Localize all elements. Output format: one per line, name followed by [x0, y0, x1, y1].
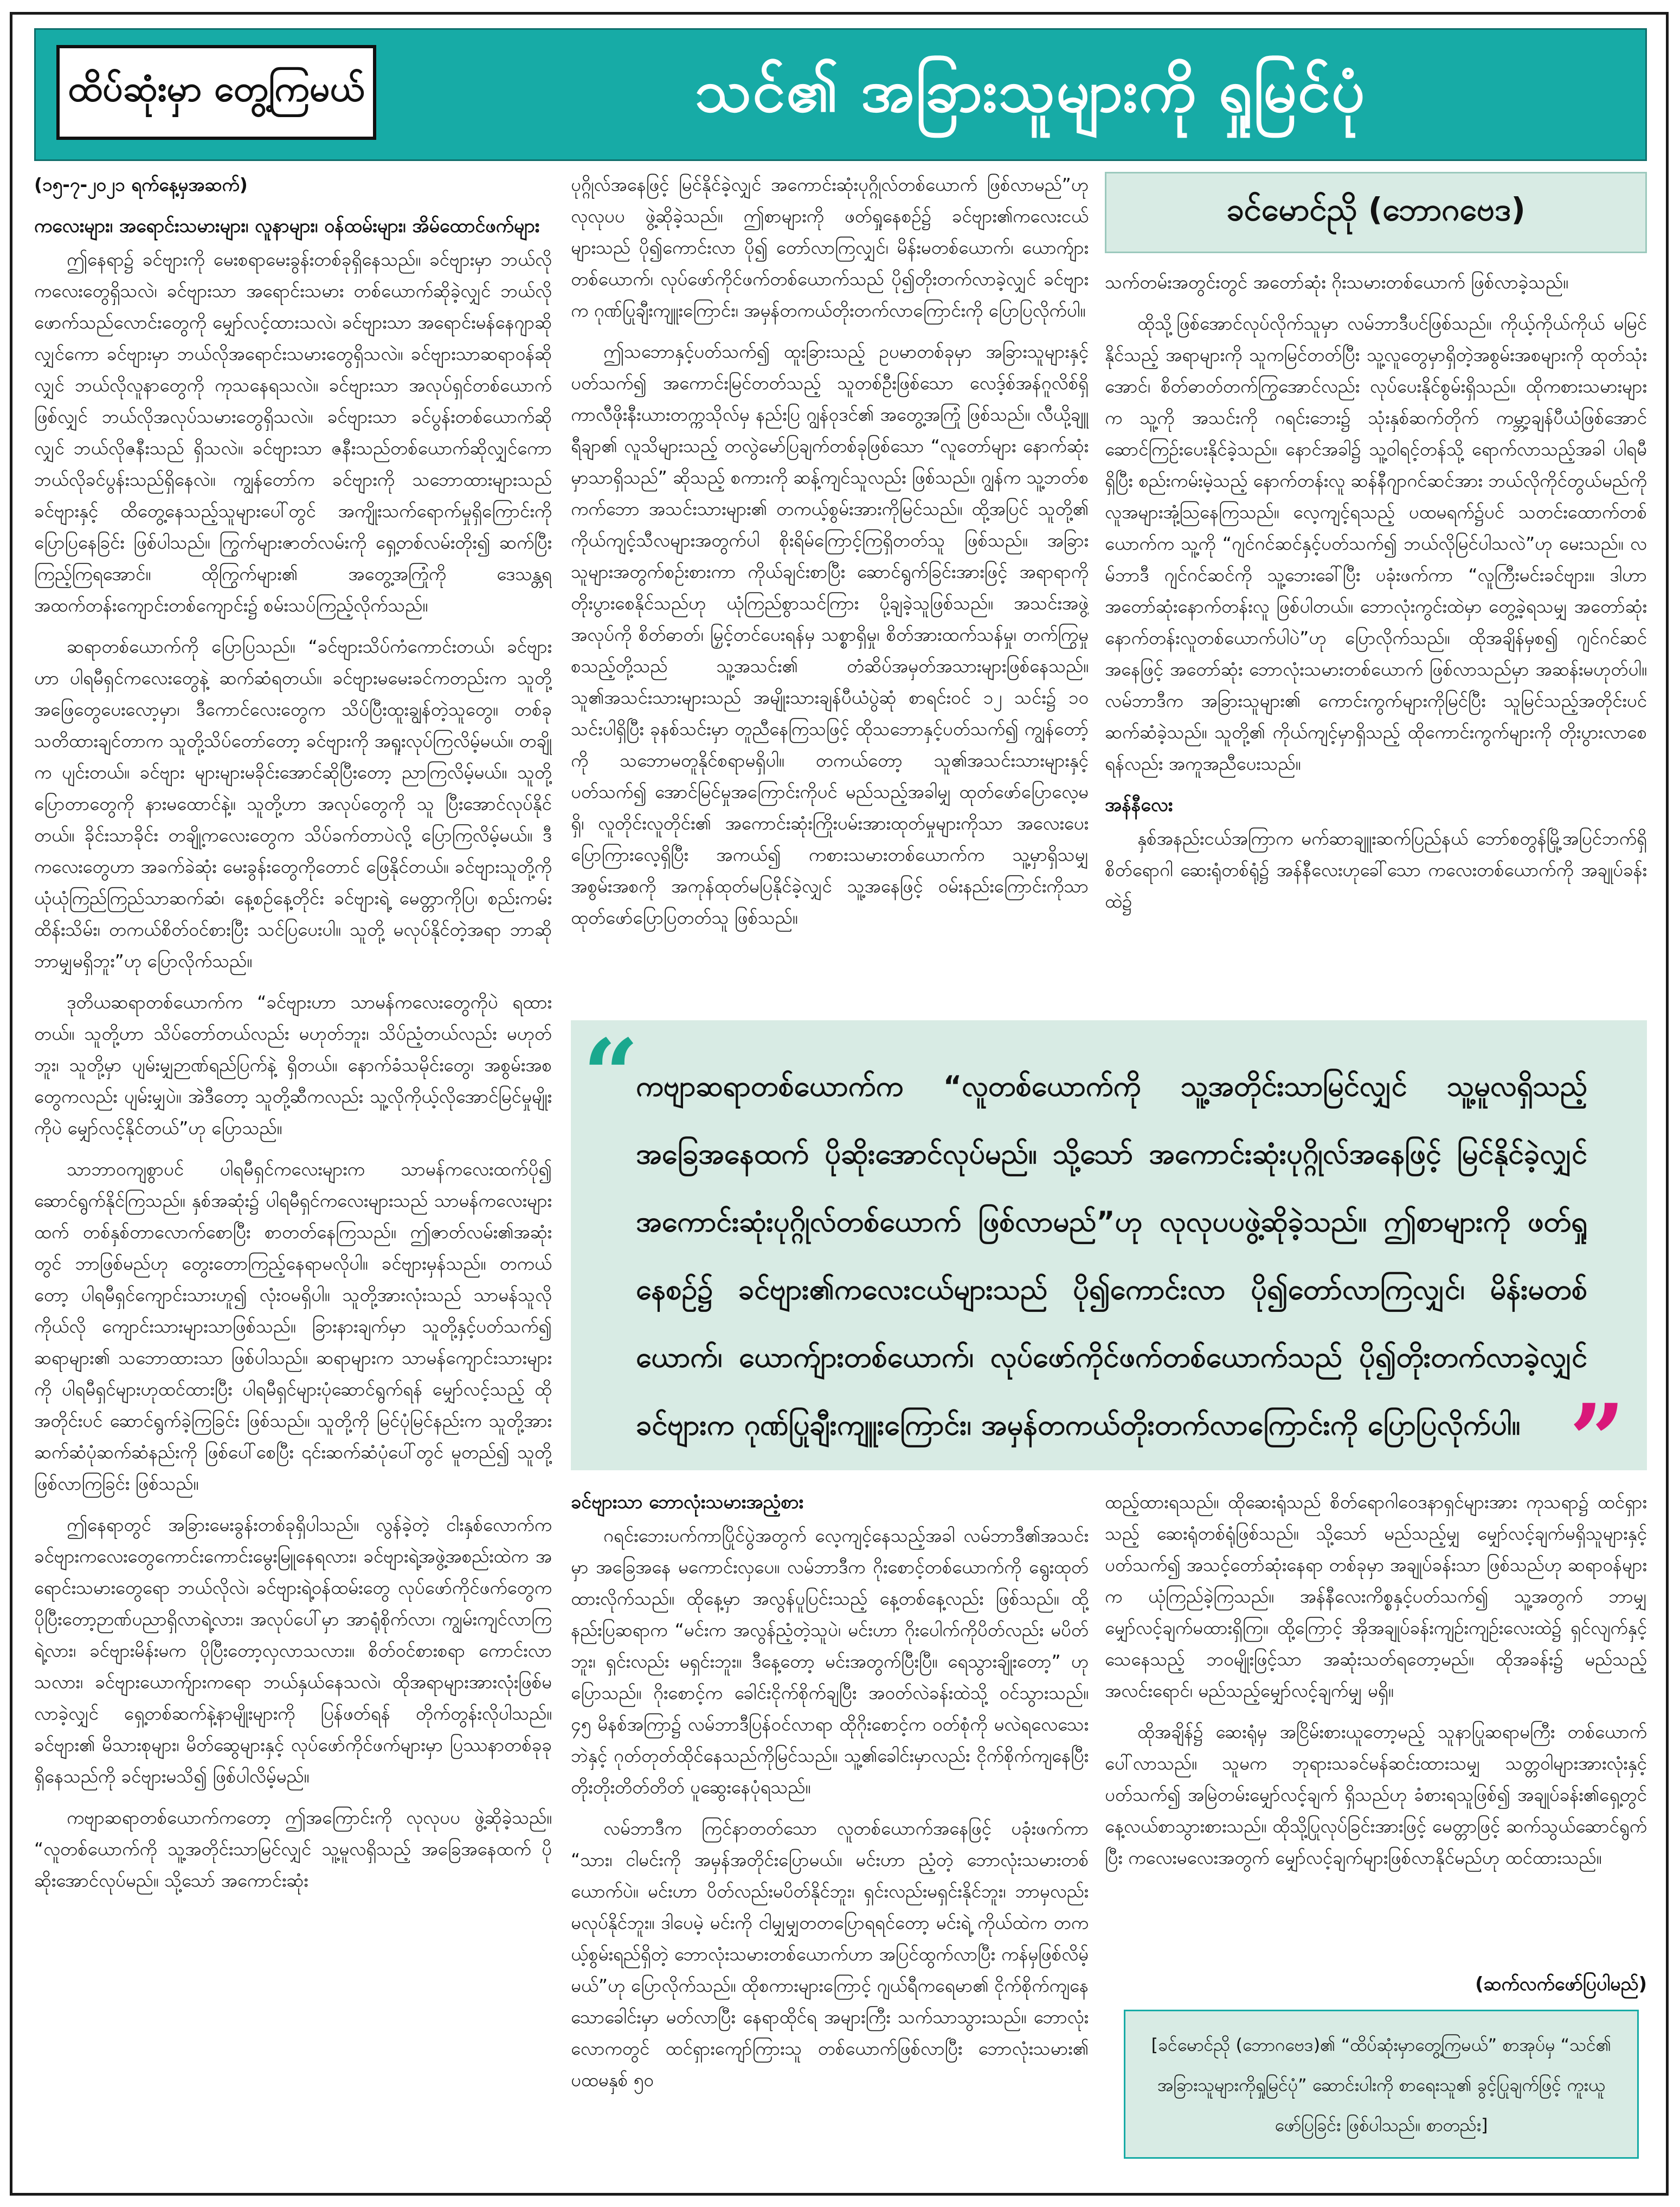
paragraph: ဤနေရာတွင် အခြားမေးခွန်းတစ်ခုရှိပါသည်။ လွန်ခဲ့တဲ့ ငါးနှစ်လောက်က ခင်ဗျားကလေးတွေကောင်းကောင်းမွေးမြူနေရလား၊ ခင်ဗျားရဲ့အဖွဲ့အစည်းထဲက အရောင်းသမားတွေရော ဘယ်လိုလဲ၊ ခင်ဗျားရဲ့ဝန်ထမ်းတွေ လုပ်ဖော်ကိုင်ဖက်တွေက ပိုပြီးတော့ဉာဏ်ပညာရှိလာရဲ့လား၊ အလုပ်ပေါ်မှာ အာရုံစိုက်လာ၊ ကျွမ်းကျင်လာကြရဲ့လား၊ ခင်ဗျားမိန်းမက ပိုပြီးတော့လှလာသလား။ စိတ်ဝင်စားစရာ ကောင်းလာသလား၊ ခင်ဗျားယောက်ျားကရော ဘယ်နှယ်နေသလဲ၊ ထိုအရာများအားလုံးဖြစ်မလာခဲ့လျှင် ရှေ့တစ်ဆက်နဲ့နာမျိုးများကို ပြန်ဖတ်ရန် တိုက်တွန်းလိုပါသည်။ ခင်ဗျား၏ မိသားစုများ၊ မိတ်ဆွေများနှင့် လုပ်ဖော်ကိုင်ဖက်များမှာ ပြဿနာတစ်ခုခု ရှိနေသည်ကို ခင်ဗျားမသိ၍ ဖြစ်ပါလိမ့်မည်။ — [34, 1514, 552, 1787]
paragraph: သက်တမ်းအတွင်းတွင် အတော်ဆုံး ဂိုးသမားတစ်ယောက် ဖြစ်လာခဲ့သည်။ — [1105, 272, 1569, 293]
close-quote-icon: ” — [1569, 1383, 1625, 1497]
article-title: သင်၏ အခြားသူများကို ရှုမြင်ပုံ — [694, 57, 1366, 125]
column-3-lower — [1105, 1487, 1647, 1991]
column-tag: ထိပ်ဆုံးမှာ တွေ့ကြမယ် — [56, 45, 376, 140]
paragraph: ထည့်ထားရသည်။ ထိုဆေးရုံသည် စိတ်ရောဂါဝေဒနာရှင်များအား ကုသရာ၌ ထင်ရှားသည့် ဆေးရုံတစ်ရုံဖြစ်သည်။ သို့သော် မည်သည့်မျှ မျှော်လင့်ချက်မရှိသူများနှင့်ပတ်သက်၍ အသင့်တော်ဆုံးနေရာ တစ်ခုမှာ အချုပ်ခန်းသာ ဖြစ်သည်ဟု ဆရာဝန်များက ယုံကြည်ခဲ့ကြသည်။ အန်နီလေးကိစ္စနှင့်ပတ်သက်၍ သူ့အတွက် ဘာမျှမျှော်လင့်ချက်မထားရှိကြ။ ထို့ကြောင့် အိုအချုပ်ခန်းကျဉ်းကျဉ်းလေးထဲ၌ ရှင်လျက်နှင့်သေနေသည့် ဘဝမျိုးဖြင့်သာ အဆုံးသတ်ရတော့မည်။ ထိုအခန်း၌ မည်သည့်အလင်းရောင်၊ မည်သည့်မျှော်လင့်ချက်မျှ မရှိ။ — [1105, 1491, 1647, 1701]
section-heading-annie: အန်နီလေး — [1105, 794, 1173, 816]
dateline: (၁၅-၇-၂၀၂၁ ရက်နေ့မှအဆက်) — [34, 174, 248, 195]
pull-quote — [571, 1018, 1647, 1497]
column-2 — [571, 169, 1089, 1009]
paragraph: ဤနေရာ၌ ခင်ဗျားကို မေးစရာမေးခွန်းတစ်ခုရှိနေသည်။ ခင်ဗျားမှာ ဘယ်လိုကလေးတွေရှိသလဲ၊ ခင်ဗျားသာ အရောင်းသမား တစ်ယောက်ဆိုခဲ့လျှင် ဘယ်လိုဖောက်သည်လောင်းတွေကို မျှော်လင့်ထားသလဲ၊ ခင်ဗျားသာ အရောင်းမန်နေဂျာဆိုလျှင်ကော ခင်ဗျားမှာ ဘယ်လိုအရောင်းသမားတွေရှိသလဲ။ ခင်ဗျားသာဆရာဝန်ဆိုလျှင် ဘယ်လိုလူနာတွေကို ကုသနေရသလဲ။ ခင်ဗျားသာ အလုပ်ရှင်တစ်ယောက်ဖြစ်လျှင် ဘယ်လိုအလုပ်သမားတွေရှိသလဲ။ ခင်ဗျားသာ ခင်ပွန်းတစ်ယောက်ဆိုလျှင် ဘယ်လိုဇနီးသည် ရှိသလဲ။ ခင်ဗျားသာ ဇနီးသည်တစ်ယောက်ဆိုလျှင်ကော ဘယ်လိုခင်ပွန်းသည်ရှိနေလဲ။ ကျွန်တော်က ခင်ဗျားကို သဘောထားများသည် ခင်ဗျားနှင့် ထိတွေ့နေသည့်သူများပေါ်တွင် အကျိုးသက်ရောက်မှုရှိကြောင်းကို ပြောပြနေခြင်း ဖြစ်ပါသည်။ ကြွက်များဇာတ်လမ်းကို ရှေ့တစ်လမ်းတိုး၍ ဆက်ပြီးကြည့်ကြရအောင်။ ထိုကြွက်များ၏ အတွေ့အကြုံကို ဒေသန္တရ အထက်တန်းကျောင်းတစ်ကျောင်း၌ စမ်းသပ်ကြည့်လိုက်သည်။ — [34, 249, 552, 616]
paragraph: သာဘာဝကျစွာပင် ပါရမီရှင်ကလေးများက သာမန်ကလေးထက်ပို၍ ဆောင်ရွက်နိုင်ကြသည်။ နှစ်အဆုံး၌ ပါရမီရှင်ကလေးများသည် သာမန်ကလေးများထက် တစ်နှစ်တာလောက်စောပြီး စာတတ်နေကြသည်။ ဤဇာတ်လမ်း၏အဆုံးတွင် ဘာဖြစ်မည်ဟု တွေးတောကြည့်နေရာမလိုပါ။ ခင်ဗျားမှန်သည်။ တကယ်တော့ ပါရမီရှင်ကျောင်းသားဟူ၍ လုံးဝမရှိပါ။ သူတို့အားလုံးသည် သာမန်သူလိုကိုယ်လို ကျောင်းသားများသာဖြစ်သည်။ ခြားနားချက်မှာ သူတို့နှင့်ပတ်သက်၍ ဆရာများ၏ သဘောထားသာ ဖြစ်ပါသည်။ ဆရာများက သာမန်ကျောင်းသားများကို ပါရမီရှင်များဟုထင်ထားပြီး ပါရမီရှင်များပုံဆောင်ရွက်ရန် မျှော်လင့်သည့် ထိုအတိုင်းပင် ဆောင်ရွက်ခဲ့ကြခြင်း ဖြစ်သည်။ သူတို့ကို မြင်ပုံမြင်နည်းက သူတို့အား ဆက်ဆံပုံဆက်ဆံနည်းကို ဖြစ်ပေါ်စေပြီး ၎င်းဆက်ဆံပုံပေါ်တွင် မူတည်၍ သူတို့ဖြစ်လာကြခြင်း ဖြစ်သည်။ — [34, 1159, 552, 1494]
credit-box: [ခင်မောင်ညို (ဘောဂဗေဒ)၏ “ထိပ်ဆုံးမှာတွေ့ကြမယ်” စာအုပ်မှ “သင်၏ အခြားသူများကိုရှုမြင်ပုံ” ဆောင်းပါးကို စာရေးသူ၏ ခွင့်ပြုချက်ဖြင့် ကူးယူဖော်ပြခြင်း ဖြစ်ပါသည်။ စာတည်း] — [1124, 2010, 1639, 2159]
column-1 — [34, 169, 552, 2159]
section-heading-children: ကလေးများ၊ အရောင်းသမားများ၊ လူနာများ၊ ဝန်ထမ်းများ၊ အိမ်ထောင်ဖက်များ — [34, 215, 540, 237]
magazine-page — [10, 12, 1669, 2196]
paragraph: ဂရင်းဘေးပက်ကာပြိုင်ပွဲအတွက် လေ့ကျင့်နေသည့်အခါ လမ်ဘာဒီ၏အသင်းမှာ အခြေအနေ မကောင်းလှပေ။ လမ်ဘာဒီက ဂိုးစောင့်တစ်ယောက်ကို ရွေးထုတ်ထားလိုက်သည်။ ထိုနေ့မှာ အလွန်ပူပြင်းသည့် နေ့တစ်နေ့လည်း ဖြစ်သည်။ ထို့နည်းပြဆရာက “မင်းက အလွန်ညံ့တဲ့သူပဲ၊ မင်းဟာ ဂိုးပေါက်ကိုပိတ်လည်း မပိတ်ဘူး၊ ရှင်းလည်း မရှင်းဘူး။ ဒီနေ့တော့ မင်းအတွက်ပြီးပြီ။ ရေသွားချိုးတော့” ဟု ပြောသည်။ ဂိုးစောင့်က ခေါင်းငိုက်စိုက်ချပြီး အဝတ်လဲခန်းထဲသို့ ဝင်သွားသည်။ ၄၅ မိနစ်အကြာ၌ လမ်ဘာဒီပြန်ဝင်လာရာ ထိုဂိုးစောင့်က ဝတ်စုံကို မလဲရလေသေးဘဲနှင့် ဂုတ်တုတ်ထိုင်နေသည်ကိုမြင်သည်။ သူ့၏ခေါင်းမှာလည်း ငိုက်စိုက်ကျနေပြီး တိုးတိုးတိတ်တိတ် ပူဆွေးနေပုံရသည်။ — [571, 1525, 1089, 1798]
column-2-lower — [571, 1487, 1089, 2159]
paragraph: လမ်ဘာဒီက ကြင်နာတတ်သော လူတစ်ယောက်အနေဖြင့် ပခုံးဖက်ကာ “သား၊ ငါမင်းကို အမှန်အတိုင်းပြောမယ်။ မင်းဟာ ညံ့တဲ့ ဘောလုံးသမားတစ်ယောက်ပဲ။ မင်းဟာ ပိတ်လည်းမပိတ်နိုင်ဘူး၊ ရှင်းလည်းမရှင်းနိုင်ဘူး၊ ဘာမှလည်း မလုပ်နိုင်ဘူး။ ဒါပေမဲ့ မင်းကို ငါမျှမျှတတပြောရရင်တော့ မင်းရဲ့ ကိုယ်ထဲက တကယ့်စွမ်းရည်ရှိတဲ့ ဘောလုံးသမားတစ်ယောက်ဟာ အပြင်ထွက်လာပြီး ကန်မှဖြစ်လိမ့်မယ်”ဟု ပြောလိုက်သည်။ ထိုစကားများကြောင့် ဂျယ်ရီကရေမာ၏ ငိုက်စိုက်ကျနေသောခေါင်းမှာ မတ်လာပြီး နေရာထိုင်ရ အများကြီး သက်သာသွားသည်။ ဘောလုံးလောကတွင် ထင်ရှားကျော်ကြားသူ တစ်ယောက်ဖြစ်လာပြီး ဘောလုံးသမား၏ ပထမနှစ် ၅၀ — [571, 1818, 1089, 2090]
pull-quote-text: ကဗျာဆရာတစ်ယောက်က “လူတစ်ယောက်ကို သူ့အတိုင်းသာမြင်လျှင် သူ့မူလရှိသည့် အခြေအနေထက် ပိုဆိုးအောင်လုပ်မည်။ သို့သော် အကောင်းဆုံးပုဂ္ဂိုလ်အနေဖြင့် မြင်နိုင်ခဲ့လျှင် အကောင်းဆုံးပုဂ္ဂိုလ်တစ်ယောက် ဖြစ်လာမည်”ဟု လုလုပပဖွဲ့ဆိုခဲ့သည်။ ဤစာများကို ဖတ်ရှုနေစဉ်၌ ခင်ဗျား၏ကလေးငယ်များသည် ပို၍ကောင်းလာ ပို၍တော်လာကြလျှင်၊ မိန်းမတစ်ယောက်၊ ယောက်ျားတစ်ယောက်၊ လုပ်ဖော်ကိုင်ဖက်တစ်ယောက်သည် ပို၍တိုးတက်လာခဲ့လျှင် ခင်ဗျားက ဂုဏ်ပြုချီးကျူးကြောင်း၊ အမှန်တကယ်တိုးတက်လာကြောင်းကို ပြောပြလိုက်ပါ။ — [636, 1070, 1587, 1442]
author-byline: ခင်မောင်ညို (ဘောဂဗေဒ) — [1105, 172, 1647, 253]
header-banner — [34, 28, 1647, 161]
paragraph: ဒုတိယဆရာတစ်ယောက်က “ခင်ဗျားဟာ သာမန်ကလေးတွေကိုပဲ ရထားတယ်။ သူတို့ဟာ သိပ်တော်တယ်လည်း မဟုတ်ဘူး၊ သိပ်ညံ့တယ်လည်း မဟုတ်ဘူး၊ သူတို့မှာ ပျမ်းမျှဉာဏ်ရည်ပြက်နဲ့ ရှိတယ်။ နောက်ခံသမိုင်းတွေ၊ အစွမ်းအစတွေကလည်း ပျမ်းမျှပဲ။ အဲဒီတော့ သူတို့ဆီကလည်း သူ့လိုကိုယ့်လိုအောင်မြင်မှုမျိုးကိုပဲ မျှော်လင့်နိုင်တယ်”ဟု ပြောသည်။ — [34, 992, 552, 1138]
paragraph: ပုဂ္ဂိုလ်အနေဖြင့် မြင်နိုင်ခဲ့လျှင် အကောင်းဆုံးပုဂ္ဂိုလ်တစ်ယောက် ဖြစ်လာမည်”ဟု လုလုပပ ဖွဲ့ဆိုခဲ့သည်။ ဤစာများကို ဖတ်ရှုနေစဉ်၌ ခင်ဗျား၏ကလေးငယ်များသည် ပို၍ကောင်းလာ ပို၍ တော်လာကြလျှင်၊ မိန်းမတစ်ယောက်၊ ယောက်ျားတစ်ယောက်၊ လုပ်ဖော်ကိုင်ဖက်တစ်ယောက်သည် ပို၍တိုးတက်လာခဲ့လျှင် ခင်ဗျားက ဂုဏ်ပြုချီးကျူးကြောင်း၊ အမှန်တကယ်တိုးတက်လာကြောင်းကို ပြောပြလိုက်ပါ။ — [571, 174, 1089, 321]
open-quote-icon: “ — [583, 1018, 639, 1133]
column-3 — [1105, 267, 1647, 1009]
section-heading-goalkeeper: ခင်ဗျားသာ ဘောလုံးသမားအညံ့စား — [571, 1491, 804, 1513]
paragraph: ဤသဘောနှင့်ပတ်သက်၍ ထူးခြားသည့် ဥပမာတစ်ခုမှာ အခြားသူများနှင့်ပတ်သက်၍ အကောင်းမြင်တတ်သည့် သူတစ်ဦးဖြစ်သော လေဒ့်စ်အန်ဂူလိစ်ရှိ ကာလီဖိုးနီးယားတက္ကသိုလ်မှ နည်းပြ ဂျွန်ဝုဒင်၏ အတွေ့အကြုံ ဖြစ်သည်။ လီယို့ချူရီချာ၏ လူသိများသည့် တလွဲမော်ပြချက်တစ်ခုဖြစ်သော “လူတော်များ နောက်ဆုံးမှာသာရှိသည်” ဆိုသည့် စကားကို ဆန့်ကျင်သူလည်း ဖြစ်သည်။ ဂျွန်က သူ့ဘတ်စကက်ဘော အသင်းသားများ၏ တကယ့်စွမ်းအားကိုမြင်သည်။ ထို့အပြင် သူတို့၏ ကိုယ်ကျင့်သီလများအတွက်ပါ စိုးရိမ်ကြောင့်ကြရှိတတ်သူ ဖြစ်သည်။ အခြားသူများအတွက်စဉ်းစားကာ ကိုယ်ချင်းစာပြီး ဆောင်ရွက်ခြင်းအားဖြင့် အရာရာကို တိုးပွားစေနိုင်သည်ဟု ယုံကြည်စွာသင်ကြား ပို့ချခဲ့သူဖြစ်သည်။ အသင်းအဖွဲ့ အလုပ်ကို စိတ်ဓာတ်၊ မြှင့်တင်ပေးရန်မှ သစ္စာရှိမှု၊ စိတ်အားထက်သန်မှု၊ တက်ကြွမှု စသည့်တို့သည် သူ့အသင်း၏ တံဆိပ်အမှတ်အသားများဖြစ်နေသည်။ သူ၏အသင်းသားများသည် အမျိုးသားချန်ပီယံပွဲဆုံ စာရင်းဝင် ၁၂ သင်း၌ ၁၀ သင်းပါရှိပြီး ခုနစ်သင်းမှာ တူညီနေကြသဖြင့် ထိုသဘောနှင့်ပတ်သက်၍ ကျွန်တော့်ကို သဘောမတူနိုင်စရာမရှိပါ။ တကယ်တော့ သူ၏အသင်းသားများနှင့် ပတ်သက်၍ အောင်မြင်မှုအကြောင်းကိုပင် မည်သည့်အခါမျှ ထုတ်ဖော်ပြောလေ့မရှိ၊ လူတိုင်းလူတိုင်း၏ အကောင်းဆုံးကြိုးပမ်းအားထုတ်မှုများကိုသာ အလေးပေးပြောကြားလေ့ရှိပြီး အကယ်၍ ကစားသမားတစ်ယောက်က သူ့မှာရှိသမျှ အစွမ်းအစကို အကုန်ထုတ်မပြနိုင်ခဲ့လျှင် သူ့အနေဖြင့် ဝမ်းနည်းကြောင်းကိုသာ ထုတ်ဖော်ပြောပြတတ်သူ ဖြစ်သည်။ — [571, 341, 1089, 928]
continued-note: (ဆက်လက်ဖော်ပြပါမည်) — [1475, 1973, 1647, 1995]
paragraph: ထိုအချိန်၌ ဆေးရုံမှ အငြိမ်းစားယူတော့မည့် သူနာပြုဆရာမကြီး တစ်ယောက်ပေါ်လာသည်။ သူမက ဘုရားသခင်မန်ဆင်းထားသမျှ သတ္တဝါများအားလုံးနှင့်ပတ်သက်၍ အမြဲတမ်းမျှော်လင့်ချက် ရှိသည်ဟု ခံစားရသူဖြစ်၍ အချုပ်ခန်း၏ရှေ့တွင် နေ့လယ်စာသွားစားသည်။ ထိုသို့ပြုလုပ်ခြင်းအားဖြင့် မေတ္တာဖြင့် ဆက်သွယ်ဆောင်ရွက်ပြီး ကလေးမလေးအတွက် မျှော်လင့်ချက်များဖြစ်လာနိုင်မည်ဟု ထင်ထားသည်။ — [1105, 1721, 1647, 1868]
paragraph: နှစ်အနည်းငယ်အကြာက မက်ဆာချူးဆက်ပြည်နယ် ဘော်စတွန်မြို့အပြင်ဘက်ရှိ စိတ်ရောဂါ ဆေးရုံတစ်ရုံ၌ အန်နီလေးဟုခေါ်သော ကလေးတစ်ယောက်ကို အချုပ်ခန်းထဲ၌ — [1105, 828, 1647, 912]
paragraph: ထိုသို့ဖြစ်အောင်လုပ်လိုက်သူမှာ လမ်ဘာဒီပင်ဖြစ်သည်။ ကိုယ့်ကိုယ်ကိုယ် မမြင်နိုင်သည့် အရာများကို သူကမြင်တတ်ပြီး သူ့လူတွေမှာရှိတဲ့အစွမ်းအစများကို ထုတ်သုံးအောင်၊ စိတ်ဓာတ်တက်ကြွအောင်လည်း လုပ်ပေးနိုင်စွမ်းရှိသည်။ ထိုကစားသမားများက သူ့ကို အသင်းကို ဂရင်းဘေး၌ သုံးနှစ်ဆက်တိုက် ကမ္ဘာ့ချန်ပီယံဖြစ်အောင် ဆောင်ကြဉ်းပေးနိုင်ခဲ့သည်။ နောင်အခါ၌ သူ့ဝါရင့်တန်သို့ ရောက်လာသည့်အခါ ပါရမီရှိပြီး စည်းကမ်းမဲ့သည့် နောက်တန်းလူ ဆန်နီဂျာဂင်ဆင်အား ဘယ်လိုကိုင်တွယ်မည်ကို လူအများအုံ့သြနေကြသည်။ လေ့ကျင့်ရသည့် ပထမရက်၌ပင် သတင်းထောက်တစ်ယောက်က သူ့ကို “ဂျင်ဂင်ဆင်နှင့်ပတ်သက်၍ ဘယ်လိုမြင်ပါသလဲ”ဟု မေးသည်။ လမ်ဘာဒီ ဂျင်ဂင်ဆင်ကို သူ့ဘေးခေါ်ပြီး ပခုံးဖက်ကာ “လူကြီးမင်းခင်ဗျား။ ဒါဟာ အတော်ဆုံးနောက်တန်းလူ ဖြစ်ပါတယ်။ ဘောလုံးကွင်းထဲမှာ တွေ့ခဲ့ရသမျှ အတော်ဆုံးနောက်တန်းလူတစ်ယောက်ပါပဲ”ဟု ပြောလိုက်သည်။ ထိုအချိန်မှစ၍ ဂျင်ဂင်ဆင်အနေဖြင့် အတော်ဆုံး ဘောလုံးသမားတစ်ယောက် ဖြစ်လာသည်မှာ အဆန်းမဟုတ်ပါ။ လမ်ဘာဒီက အခြားသူများ၏ ကောင်းကွက်များကိုမြင်ပြီး သူမြင်သည့်အတိုင်းပင် ဆက်ဆံခဲ့သည်။ သူတို့၏ ကိုယ်ကျင့်မှာရှိသည့် ထိုကောင်းကွက်များကို တိုးပွားလာစေရန်လည်း အကူအညီပေးသည်။ — [1105, 313, 1647, 774]
paragraph: ဆရာတစ်ယောက်ကို ပြောပြသည်။ “ခင်ဗျားသိပ်ကံကောင်းတယ်၊ ခင်ဗျားဟာ ပါရမီရှင်ကလေးတွေနဲ့ ဆက်ဆံရတယ်။ ခင်ဗျားမမေးခင်ကတည်းက သူတို့အဖြေတွေပေးလော့မှာ၊ ဒီကောင်လေးတွေက သိပ်ပြီးထူးချွန်တဲ့သူတွေ။ တစ်ခုသတိထားချင်တာက သူတို့သိပ်တော်တော့ ခင်ဗျားကို အရူးလုပ်ကြလိမ့်မယ်။ တချို့က ပျင်းတယ်။ ခင်ဗျား များများမခိုင်းအောင်ဆိုပြီးတော့ ညာကြလိမ့်မယ်။ သူတို့ပြောတာတွေကို နားမထောင်နဲ့။ သူတို့ဟာ အလုပ်တွေကို သူ ပြီးအောင်လုပ်နိုင်တယ်။ ခိုင်းသာခိုင်း တချို့ကလေးတွေက သိပ်ခက်တာပဲလို့ ပြောကြလိမ့်မယ်။ ဒီကလေးတွေဟာ အခက်ခဲဆုံး မေးခွန်းတွေကိုတောင် ဖြေနိုင်တယ်။ ခင်ဗျားသူတို့ကို ယုံယုံကြည်ကြည်သာဆက်ဆံ၊ နေ့စဉ်နေ့တိုင်း ခင်ဗျားရဲ့ မေတ္တာကိုပြ၊ စည်းကမ်းထိန်းသိမ်း၊ တကယ်စိတ်ဝင်စားပြီး သင်ပြပေးပါ။ သူတို့ မလုပ်နိုင်တဲ့အရာ ဘာဆိုဘာမျှမရှိဘူး”ဟု ပြောလိုက်သည်။ — [34, 636, 552, 971]
paragraph: ကဗျာဆရာတစ်ယောက်ကတော့ ဤအကြောင်းကို လုလုပပ ဖွဲ့ဆိုခဲ့သည်။ “လူတစ်ယောက်ကို သူ့အတိုင်းသာမြင်လျှင် သူ့မူလရှိသည့် အခြေအနေထက် ပိုဆိုးအောင်လုပ်မည်။ သို့သော် အကောင်းဆုံး — [34, 1807, 552, 1891]
